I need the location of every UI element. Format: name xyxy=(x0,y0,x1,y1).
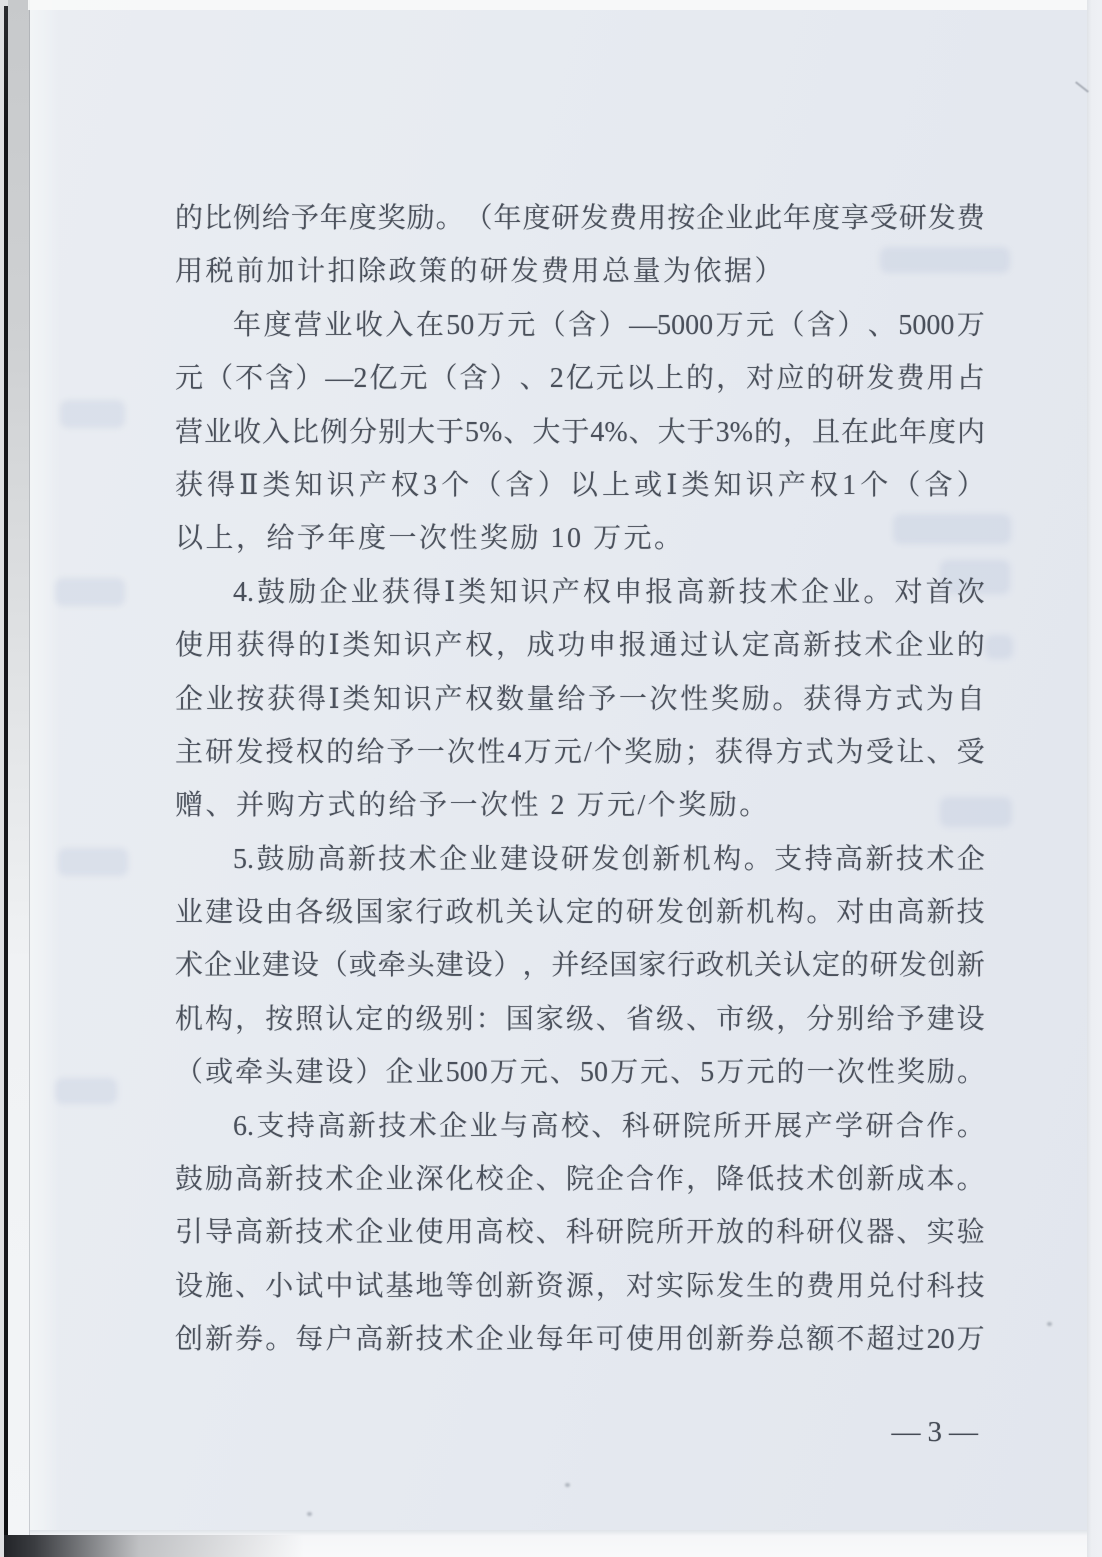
text-line: 以上，给予年度一次性奖励 10 万元。 xyxy=(175,523,685,555)
text-line: 年 度 营 业 收 入 在 50 万 元 （ 含 ） —5000 万 元 （ 含 ） 、 5000 万 xyxy=(233,309,985,341)
text-line: （ 或 牵 头 建 设 ） 企 业 500 万 元 、 50 万 元 、 5 万 元 的 一 次 性 奖 励 。 xyxy=(175,1057,985,1089)
text-line: 6. 支 持 高 新 技 术 企 业 与 高 校 、 科 研 院 所 开 展 产 学 研 合 作 。 xyxy=(233,1110,985,1142)
bleed-through-artifact xyxy=(55,578,125,606)
page-left-edge-shading xyxy=(8,0,30,1557)
page-number: —3— xyxy=(891,1416,985,1448)
bleed-through-artifact xyxy=(55,1078,117,1104)
text-line: 用税前加计扣除政策的研发费用总量为依据） xyxy=(175,256,786,288)
binding-edge-line xyxy=(4,6,8,1557)
text-line: 机 构 ， 按 照 认 定 的 级 别 ： 国 家 级 、 省 级 、 市 级 ， 分 别 给 予 建 设 xyxy=(175,1003,985,1035)
text-block xyxy=(175,192,985,1367)
text-line: 使 用 获 得 的 Ⅰ 类 知 识 产 权 ， 成 功 申 报 通 过 认 定 高 新 技 术 企 业 的 xyxy=(175,630,985,662)
bleed-through-artifact xyxy=(58,848,128,876)
torn-paper-edge xyxy=(30,0,60,1557)
bottom-left-scan-shadow xyxy=(4,1535,304,1557)
text-line: 元 （ 不 含 ） —2 亿 元 （ 含 ） 、 2 亿 元 以 上 的 ， 对 应 的 研 发 费 用 占 xyxy=(175,363,985,395)
text-line: 主 研 发 授 权 的 给 予 一 次 性 4 万 元 / 个 奖 励 ； 获 得 方 式 为 受 让 、 受 xyxy=(175,736,985,768)
top-scan-edge xyxy=(28,0,1102,10)
text-line: 设 施 、 小 试 中 试 基 地 等 创 新 资 源 ， 对 实 际 发 生 的 费 用 兑 付 科 技 xyxy=(175,1270,985,1302)
text-line: 4. 鼓 励 企 业 获 得 Ⅰ 类 知 识 产 权 申 报 高 新 技 术 企 业 。 对 首 次 xyxy=(233,576,985,608)
bleed-through-artifact xyxy=(985,635,1013,659)
scan-speck xyxy=(1047,1322,1052,1326)
bleed-through-artifact xyxy=(60,400,125,428)
paper-edge-seam xyxy=(29,0,30,1557)
text-line: 5. 鼓 励 高 新 技 术 企 业 建 设 研 发 创 新 机 构 。 支 持 高 新 技 术 企 xyxy=(233,843,985,875)
scan-speck xyxy=(565,1483,570,1487)
text-line: 鼓 励 高 新 技 术 企 业 深 化 校 企 、 院 企 合 作 ， 降 低 技 术 创 新 成 本 。 xyxy=(175,1164,985,1196)
text-line: 营 业 收 入 比 例 分 别 大 于 5% 、 大 于 4% 、 大 于 3% 的 ， 且 在 此 年 度 内 xyxy=(175,416,985,448)
text-line: 赠、并购方式的给予一次性 2 万元/个奖励。 xyxy=(175,790,770,822)
text-line: 企 业 按 获 得 Ⅰ 类 知 识 产 权 数 量 给 予 一 次 性 奖 励 。 获 得 方 式 为 自 xyxy=(175,683,985,715)
scan-speck xyxy=(307,1512,312,1516)
text-line: 的 比 例 给 予 年 度 奖 励 。 （ 年 度 研 发 费 用 按 企 业 此 年 度 享 受 研 发 费 xyxy=(175,203,985,234)
text-line: 术 企 业 建 设 （ 或 牵 头 建 设 ） ， 并 经 国 家 行 政 机 关 认 定 的 研 发 创 新 xyxy=(175,950,985,982)
text-line: 创 新 券 。 每 户 高 新 技 术 企 业 每 年 可 使 用 创 新 券 总 额 不 超 过 20 万 xyxy=(175,1324,985,1356)
text-line: 获 得 Ⅱ 类 知 识 产 权 3 个 （ 含 ） 以 上 或 Ⅰ 类 知 识 产 权 1 个 （ 含 ） xyxy=(175,469,985,501)
right-scan-edge xyxy=(1087,0,1102,1557)
text-line: 业 建 设 由 各 级 国 家 行 政 机 关 认 定 的 研 发 创 新 机 构 。 对 由 高 新 技 xyxy=(175,897,985,929)
text-line: 引 导 高 新 技 术 企 业 使 用 高 校 、 科 研 院 所 开 放 的 科 研 仪 器 、 实 验 xyxy=(175,1217,985,1249)
